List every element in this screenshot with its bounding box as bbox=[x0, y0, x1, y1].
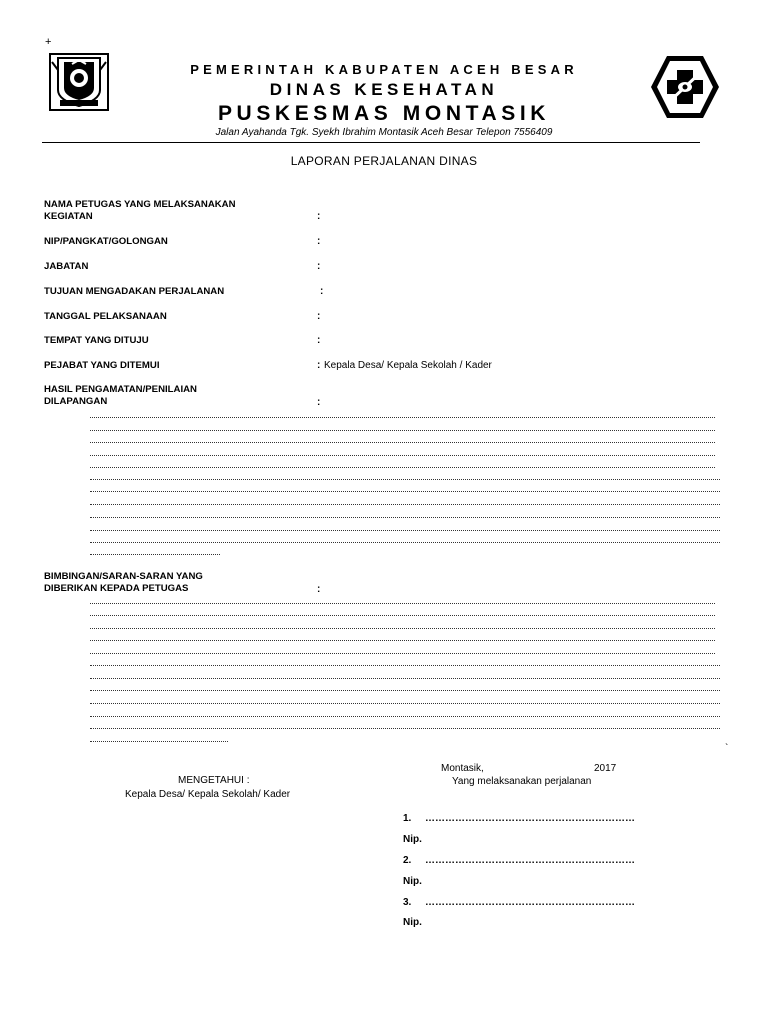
field-label-hasil bbox=[44, 384, 294, 408]
writing-line[interactable] bbox=[90, 479, 720, 480]
field-label-line: HASIL PENGAMATAN/PENILAIAN bbox=[44, 384, 197, 395]
field-colon: : bbox=[317, 335, 321, 346]
signature-year: 2017 bbox=[594, 763, 617, 774]
field-colon: : bbox=[317, 261, 321, 272]
field-label-nama bbox=[44, 199, 294, 223]
header-puskesmas: PUSKESMAS MONTASIK bbox=[217, 102, 551, 125]
field-colon: : bbox=[320, 286, 324, 297]
writing-line[interactable] bbox=[90, 728, 720, 729]
writing-line[interactable] bbox=[90, 653, 715, 654]
writing-line[interactable] bbox=[90, 678, 720, 679]
signer-nip-label: Nip. bbox=[403, 876, 422, 887]
writing-line[interactable] bbox=[90, 615, 715, 616]
acknowledge-label: MENGETAHUI : bbox=[178, 775, 250, 786]
field-label-pejabat: PEJABAT YANG DITEMUI bbox=[44, 360, 160, 371]
field-label-line: KEGIATAN bbox=[44, 211, 93, 222]
writing-line[interactable] bbox=[90, 504, 720, 505]
signature-line[interactable]: ……………………………………………………… bbox=[425, 813, 635, 824]
field-colon: : bbox=[317, 584, 321, 595]
field-label-line: NAMA PETUGAS YANG MELAKSANAKAN bbox=[44, 199, 236, 210]
writing-line[interactable] bbox=[90, 542, 720, 543]
field-colon: : bbox=[317, 397, 321, 408]
signer-number: 2. bbox=[403, 855, 412, 866]
field-colon: : bbox=[317, 236, 321, 247]
stray-mark: ` bbox=[725, 743, 729, 754]
signer-nip-label: Nip. bbox=[403, 834, 422, 845]
writing-line[interactable] bbox=[90, 665, 720, 666]
field-colon: : bbox=[317, 360, 321, 371]
writing-line[interactable] bbox=[90, 703, 720, 704]
acknowledge-role: Kepala Desa/ Kepala Sekolah/ Kader bbox=[125, 789, 291, 800]
signature-line[interactable]: ……………………………………………………… bbox=[425, 897, 635, 908]
writing-line[interactable] bbox=[90, 467, 715, 468]
writing-line[interactable] bbox=[90, 640, 715, 641]
header-address: Jalan Ayahanda Tgk. Syekh Ibrahim Montasik Aceh Besar Telepon 7556409 bbox=[215, 127, 553, 138]
writing-line[interactable] bbox=[90, 517, 720, 518]
writing-line[interactable] bbox=[90, 491, 720, 492]
writing-line[interactable] bbox=[90, 430, 715, 431]
signature-place: Montasik, bbox=[441, 763, 484, 774]
field-label-tujuan: TUJUAN MENGADAKAN PERJALANAN bbox=[44, 286, 225, 297]
writing-line[interactable] bbox=[90, 628, 715, 629]
writing-line[interactable] bbox=[90, 741, 228, 742]
writing-line[interactable] bbox=[90, 603, 715, 604]
field-label-tanggal: TANGGAL PELAKSANAAN bbox=[44, 311, 167, 322]
field-colon: : bbox=[317, 211, 321, 222]
signer-nip-label: Nip. bbox=[403, 917, 422, 928]
field-label-nip: NIP/PANGKAT/GOLONGAN bbox=[44, 236, 168, 247]
writing-line[interactable] bbox=[90, 455, 715, 456]
writing-line[interactable] bbox=[90, 554, 220, 555]
header-government: PEMERINTAH KABUPATEN ACEH BESAR bbox=[190, 62, 578, 77]
writing-line[interactable] bbox=[90, 716, 720, 717]
writing-line[interactable] bbox=[90, 442, 715, 443]
writing-line[interactable] bbox=[90, 417, 715, 418]
header-agency: DINAS KESEHATAN bbox=[269, 80, 499, 99]
document-title: LAPORAN PERJALANAN DINAS bbox=[290, 154, 478, 168]
executor-label: Yang melaksanakan perjalanan bbox=[452, 776, 592, 787]
field-label-tempat: TEMPAT YANG DITUJU bbox=[44, 335, 149, 346]
writing-line[interactable] bbox=[90, 530, 720, 531]
header-divider bbox=[42, 142, 700, 143]
field-colon: : bbox=[317, 311, 321, 322]
field-value-pejabat[interactable]: Kepala Desa/ Kepala Sekolah / Kader bbox=[324, 360, 492, 371]
signature-line[interactable]: ……………………………………………………… bbox=[425, 855, 635, 866]
signer-number: 3. bbox=[403, 897, 412, 908]
plus-mark: + bbox=[45, 36, 52, 48]
field-label-jabatan: JABATAN bbox=[44, 261, 89, 272]
signer-number: 1. bbox=[403, 813, 412, 824]
field-label-line: BIMBINGAN/SARAN-SARAN YANG bbox=[44, 571, 203, 582]
field-label-line: DILAPANGAN bbox=[44, 396, 108, 407]
field-label-line: DIBERIKAN KEPADA PETUGAS bbox=[44, 583, 189, 594]
field-label-bimbingan bbox=[44, 571, 294, 595]
writing-line[interactable] bbox=[90, 690, 720, 691]
